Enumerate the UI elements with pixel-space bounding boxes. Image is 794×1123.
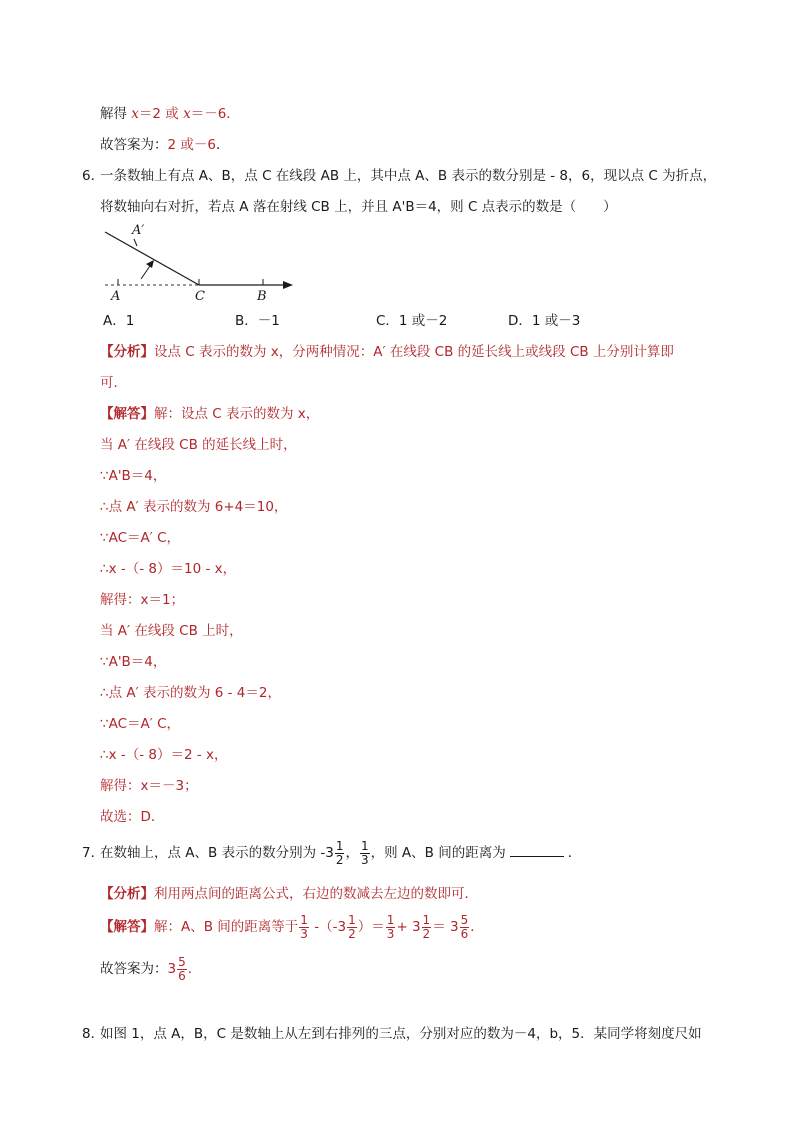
q6-step: ∴点 A′ 表示的数为 6+4＝10， (100, 499, 288, 515)
denominator: 2 (422, 926, 431, 941)
denominator: 6 (460, 926, 469, 941)
q6-step: ∵AC＝A′ C， (100, 716, 181, 732)
q6-step: ∴点 A′ 表示的数为 6 - 4＝2， (100, 685, 281, 701)
q6-step: 解得：x＝1； (100, 592, 185, 608)
q8-number: 8． (82, 1026, 105, 1042)
label-A-prime: A′ (132, 223, 145, 238)
solution-tag: 【解答】 (100, 406, 154, 422)
axis-arrow-icon (283, 281, 293, 289)
answer-blank (510, 844, 564, 857)
denominator: 3 (386, 926, 395, 941)
denominator: 2 (348, 926, 356, 941)
q7-solution-line (100, 911, 484, 943)
analysis-text: 利用两点间的距离公式，右边的数减去左边的数即可． (154, 886, 478, 902)
numerator: 1 (422, 912, 431, 927)
text: ， (345, 845, 359, 861)
text: 故答案为： (100, 137, 168, 153)
q5-answer-line (100, 135, 229, 155)
q6-solution-line (100, 404, 319, 424)
label-B: B (257, 289, 267, 304)
var-x: x (131, 106, 139, 122)
q6-step: ∵A'B＝4， (100, 654, 167, 670)
text: ，则 A、B 间的距离为 (370, 845, 506, 861)
fraction (386, 914, 396, 941)
q6-option-a: A．1 (103, 313, 135, 329)
fold-arrow-icon (146, 260, 154, 268)
fraction (360, 840, 370, 867)
folded-ray (105, 232, 199, 285)
denominator: 3 (360, 852, 369, 867)
q6-option-b: B．－1 (235, 313, 280, 329)
q6-step: ∵AC＝A′ C， (100, 530, 181, 546)
q6-analysis-line2: 可． (100, 375, 127, 391)
q6-step: 当 A′ 在线段 CB 上时， (100, 623, 243, 639)
numerator: 5 (178, 954, 186, 969)
text: 在数轴上，点 A、B 表示的数分别为 -3 (100, 845, 334, 861)
q8-text: 如图 1，点 A，B，C 是数轴上从左到右排列的三点，分别对应的数为－4，b，5．某同学将刻度尺如 (100, 1026, 702, 1042)
answer: 2 或－6 (167, 137, 216, 153)
solution-tag: 【解答】 (100, 919, 154, 935)
q7-question (100, 837, 581, 869)
answer-whole: 3 (167, 961, 177, 977)
q6-option-c: C．1 或－2 (376, 313, 448, 329)
analysis-tag: 【分析】 (100, 886, 154, 902)
analysis-text: 设点 C 表示的数为 x，分两种情况：A′ 在线段 CB 的延长线上或线段 CB 上分别计算即 (154, 344, 674, 360)
q6-step: 当 A′ 在线段 CB 的延长线上时， (100, 437, 297, 453)
numerator: 1 (300, 912, 308, 927)
q5-solution-line (100, 104, 240, 124)
q7-number: 7． (82, 845, 105, 861)
q6-number: 6． (82, 168, 105, 184)
text: ＝－6． (190, 106, 240, 122)
fraction (460, 914, 470, 941)
q6-text-line1: 一条数轴上有点 A、B，点 C 在线段 AB 上，其中点 A、B 表示的数分别是 - 8，6，现以点 C 为折点， (100, 168, 717, 184)
text: ）＝ (357, 919, 385, 935)
text: -（-3 (309, 919, 347, 935)
q6-step: 解得：x＝－3； (100, 778, 198, 794)
fraction (299, 914, 309, 941)
fraction (347, 914, 357, 941)
numerator: 5 (460, 912, 469, 927)
text: ． (470, 919, 484, 935)
q6-step: ∵A'B＝4， (100, 468, 167, 484)
q6-step: ∴x -（- 8）＝2 - x， (100, 747, 228, 763)
text: ． (567, 845, 582, 861)
q6-number-line-figure (95, 218, 315, 304)
fraction (335, 840, 345, 867)
solution-step: 解：设点 C 表示的数为 x， (154, 406, 320, 422)
denominator: 3 (300, 926, 308, 941)
denominator: 2 (335, 852, 344, 867)
text: ＝2 或 (138, 106, 184, 122)
q6-analysis-line1 (100, 342, 674, 362)
text: 解得 (100, 106, 132, 122)
q6-option-d: D．1 或－3 (508, 313, 581, 329)
label-C: C (195, 289, 205, 304)
label-A: A (111, 289, 121, 304)
text: 故答案为： (100, 961, 168, 977)
numerator: 1 (335, 838, 344, 853)
fraction (177, 956, 187, 983)
var-x: x (183, 106, 191, 122)
denominator: 6 (178, 968, 186, 983)
q7-answer-line (100, 953, 201, 985)
q6-step: 故选：D． (100, 809, 165, 825)
text: 解：A、B 间的距离等于 (154, 919, 299, 935)
text: ． (187, 961, 202, 977)
text: ． (215, 137, 230, 153)
numerator: 1 (386, 912, 395, 927)
fraction (422, 914, 432, 941)
text: + 3 (396, 919, 421, 935)
text: ＝ 3 (432, 919, 459, 935)
analysis-tag: 【分析】 (100, 344, 154, 360)
numerator: 1 (348, 912, 356, 927)
q6-step: ∴x -（- 8）＝10 - x， (100, 561, 237, 577)
numerator: 1 (360, 838, 369, 853)
q7-analysis-line (100, 884, 478, 904)
q6-text-line2: 将数轴向右对折，若点 A 落在射线 CB 上，并且 A'B＝4，则 C 点表示的数是（ ） (100, 199, 617, 215)
tick-A-prime (134, 239, 137, 246)
